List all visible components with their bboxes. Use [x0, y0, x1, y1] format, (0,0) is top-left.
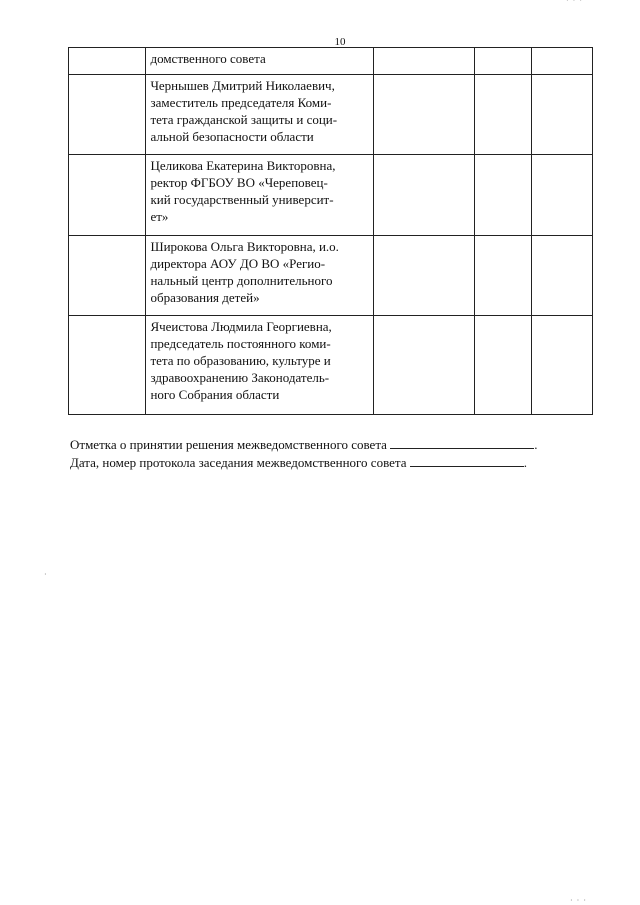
decision-blank-field: [390, 436, 534, 449]
member-cell: домственного совета: [146, 48, 374, 75]
table-cell-empty: [374, 236, 474, 316]
table-cell-empty: [69, 155, 146, 236]
protocol-line: [70, 454, 610, 472]
table-cell-empty: [474, 316, 532, 415]
table-row: [69, 75, 593, 155]
table-cell-empty: [374, 155, 474, 236]
decision-label: Отметка о принятии решения межведомственного совета: [70, 437, 387, 452]
member-cell: Ячеистова Людмила Георгиевна, председатель постоянного коми- тета по образованию, культуре и здравоохранению Законодатель- ного Собрания области: [146, 316, 374, 415]
table-row: [69, 48, 593, 75]
page-number: 10: [334, 36, 346, 48]
table-cell-empty: [474, 48, 532, 75]
table-cell-empty: [474, 236, 532, 316]
table-cell-empty: [69, 48, 146, 75]
table-cell-empty: [374, 316, 474, 415]
approval-footer: [70, 436, 610, 472]
table-cell-empty: [374, 48, 474, 75]
members-table: [68, 47, 593, 415]
table-cell-empty: [374, 75, 474, 155]
table-cell-empty: [69, 75, 146, 155]
table-cell-empty: [532, 155, 593, 236]
member-cell: Целикова Екатерина Викторовна, ректор ФГБОУ ВО «Череповец- кий государственный университ- ет»: [146, 155, 374, 236]
protocol-blank-field: [410, 454, 524, 467]
table-cell-empty: [532, 48, 593, 75]
table-cell-empty: [69, 236, 146, 316]
member-cell: Широкова Ольга Викторовна, и.о. директора АОУ ДО ВО «Регио- нальный центр дополнительного образования детей»: [146, 236, 374, 316]
member-cell: Чернышев Дмитрий Николаевич, заместитель председателя Коми- тета гражданской защиты и соци- альной безопасности области: [146, 75, 374, 155]
decision-end-mark: .: [534, 437, 538, 452]
protocol-label: Дата, номер протокола заседания межведомственного совета: [70, 455, 407, 470]
table-cell-empty: [474, 155, 532, 236]
table-cell-empty: [532, 236, 593, 316]
scan-speck-top: · · ·: [566, 0, 583, 5]
decision-line: [70, 436, 610, 454]
scan-speck-bottom: · · ·: [570, 896, 587, 905]
table-row: [69, 316, 593, 415]
table-cell-empty: [474, 75, 532, 155]
table-cell-empty: [532, 316, 593, 415]
table-cell-empty: [532, 75, 593, 155]
table-row: [69, 236, 593, 316]
table-row: [69, 155, 593, 236]
protocol-end-mark: .: [523, 455, 528, 470]
scan-speck-left: ·: [44, 570, 48, 579]
table-cell-empty: [69, 316, 146, 415]
